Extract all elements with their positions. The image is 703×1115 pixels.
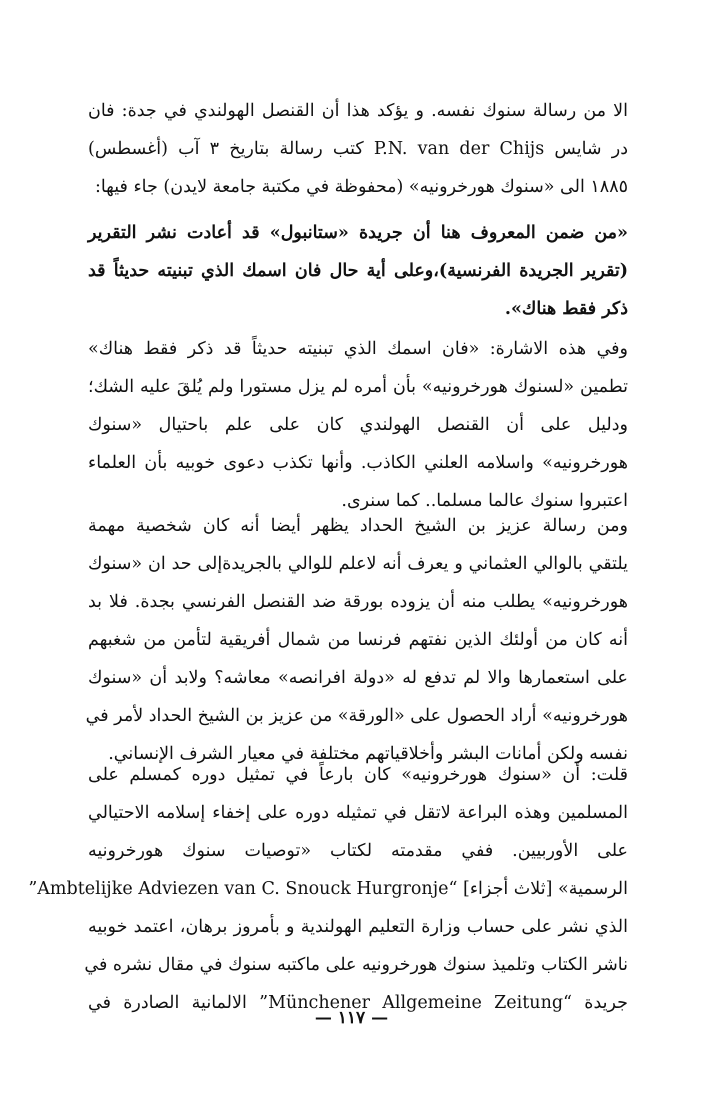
text-line: هورخرونيه» يطلب منه أن يزوده بورقة ضد القنصل الفرنسي بجدة. فلا بد (88, 592, 628, 612)
paragraph-3 (88, 330, 628, 520)
text-line: يلتقي بالوالي العثماني و يعرف أنه لاعلم للوالي بالجريدةإلى حد ان «سنوك (88, 554, 628, 574)
text-line: «من ضمن المعروف هنا أن جريدة «ستانبول» قد أعادت نشر التقرير (88, 223, 628, 243)
text-line: ناشر الكتاب وتلميذ سنوك هورخرونيه على ماكتبه سنوك في مقال نشره في (84, 955, 628, 975)
text-line: نفسه ولكن أمانات البشر وأخلاقياتهم مختلفة في معيار الشرف الإنساني. (108, 744, 628, 764)
text-line: الا من رسالة سنوك نفسه. و يؤكد هذا أن القنصل الهولندي في جدة: فان (88, 101, 628, 121)
text-line: ذكر فقط هناك». (504, 299, 628, 319)
text-line: على استعمارها والا لم تدفع له «دولة افرانصه» معاشه؟ ولابد أن «سنوك (88, 668, 628, 688)
paragraph-4 (85, 507, 628, 773)
text-line: هورخرونيه» واسلامه العلني الكاذب. وأنها تكذب دعوى خوبيه بأن العلماء (88, 453, 628, 473)
text-line: قلت: أن «سنوك هورخرونيه» كان بارعاً في تمثيل دوره كمسلم على (88, 765, 628, 785)
text-line: ودليل على أن القنصل الهولندي كان على علم باحتيال «سنوك (88, 415, 628, 435)
page-number: — ١١٧ — (314, 1008, 389, 1028)
paragraph-2-quote (88, 214, 628, 328)
text-line: ١٨٨٥ الى «سنوك هورخرونيه» (محفوظة في مكتبة جامعة لايدن) جاء فيها: (94, 177, 628, 197)
paragraph-1 (88, 92, 628, 206)
text-line: در شايس P.N. van der Chijs كتب رسالة بتاريخ ٣ آب (أغسطس) (88, 139, 629, 159)
text-line: أنه كان من أولئك الذين نفتهم فرنسا من شمال أفريقية لتأمن من شغبهم (88, 630, 628, 650)
text-line: ومن رسالة عزيز بن الشيخ الحداد يظهر أيضا أنه كان شخصية مهمة (88, 516, 628, 536)
text-line: الذي نشر على حساب وزارة التعليم الهولندية و بأمروز برهان، اعتمد خوبيه (88, 917, 628, 937)
text-line: الرسمية» [ثلاث أجزاء] “Ambtelijke Adviezen van C. Snouck Hurgronje” (28, 879, 628, 899)
text-line: جريدة “Münchener Allgemeine Zeitung” الالمانية الصادرة في (88, 993, 628, 1013)
paragraph-5 (28, 756, 628, 1022)
text-line: هورخرونيه» أراد الحصول على «الورقة» من عزيز بن الشيخ الحداد لأمر في (85, 706, 628, 726)
text-line: المسلمين وهذه البراعة لاتقل في تمثيله دوره على إخفاء إسلامه الاحتيالي (88, 803, 628, 823)
text-line: (تقرير الجريدة الفرنسية)،وعلى أية حال فان اسمك الذي تبنيته حديثاً قد (88, 261, 628, 281)
text-line: وفي هذه الاشارة: «فان اسمك الذي تبنيته حديثاً قد ذكر فقط هناك» (88, 339, 628, 359)
text-line: اعتبروا سنوك عالما مسلما.. كما سنرى. (341, 491, 628, 511)
text-line: تطمين «لسنوك هورخرونيه» بأن أمره لم يزل مستورا ولم يُلقَ عليه الشك؛ (88, 377, 628, 397)
text-line: على الأوربيين. ففي مقدمته لكتاب «توصيات سنوك هورخرونيه (88, 841, 628, 861)
